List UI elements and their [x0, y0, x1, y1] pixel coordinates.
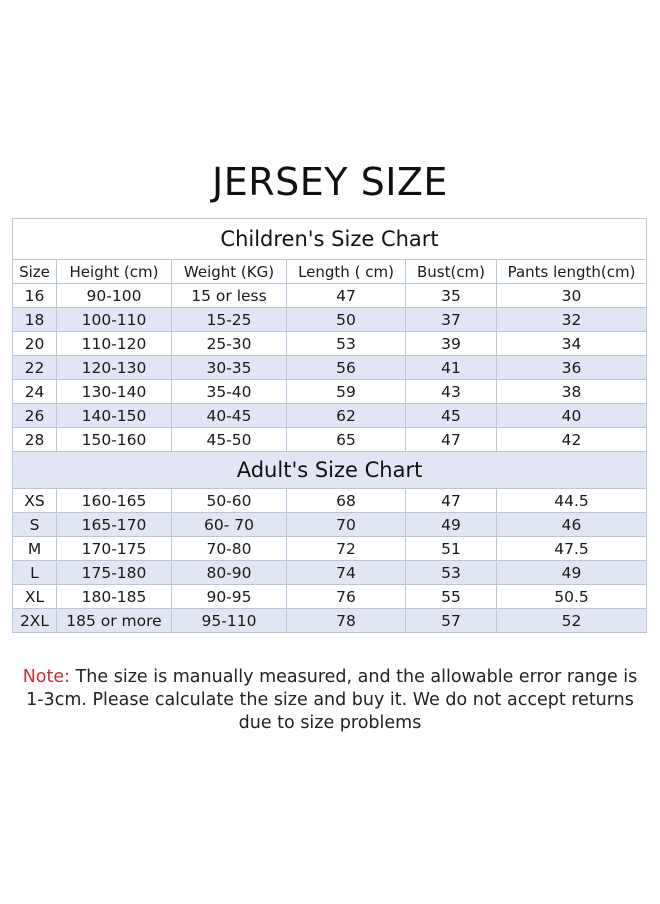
- children-table-row: [13, 428, 647, 452]
- cell-bust: 47: [406, 428, 497, 452]
- cell-size: 20: [13, 332, 57, 356]
- cell-length: 56: [287, 356, 406, 380]
- header-row: [13, 260, 647, 284]
- cell-weight: 45-50: [172, 428, 287, 452]
- cell-weight: 15-25: [172, 308, 287, 332]
- cell-bust: 47: [406, 489, 497, 513]
- cell-pants-length: 44.5: [497, 489, 647, 513]
- cell-pants-length: 38: [497, 380, 647, 404]
- size-table: [12, 218, 647, 633]
- page-title: JERSEY SIZE: [212, 160, 448, 204]
- children-table-row: [13, 356, 647, 380]
- column-header-size: Size: [13, 260, 57, 284]
- cell-length: 74: [287, 561, 406, 585]
- cell-pants-length: 52: [497, 609, 647, 633]
- cell-weight: 35-40: [172, 380, 287, 404]
- cell-bust: 37: [406, 308, 497, 332]
- cell-pants-length: 34: [497, 332, 647, 356]
- cell-bust: 55: [406, 585, 497, 609]
- cell-size: 22: [13, 356, 57, 380]
- adult-section-title: Adult's Size Chart: [13, 452, 647, 489]
- cell-bust: 53: [406, 561, 497, 585]
- cell-weight: 25-30: [172, 332, 287, 356]
- adult-table-row: [13, 585, 647, 609]
- cell-pants-length: 40: [497, 404, 647, 428]
- cell-height: 180-185: [57, 585, 172, 609]
- cell-height: 150-160: [57, 428, 172, 452]
- cell-bust: 57: [406, 609, 497, 633]
- adult-table-row: [13, 561, 647, 585]
- cell-size: 16: [13, 284, 57, 308]
- cell-bust: 49: [406, 513, 497, 537]
- cell-bust: 41: [406, 356, 497, 380]
- cell-pants-length: 30: [497, 284, 647, 308]
- cell-bust: 45: [406, 404, 497, 428]
- cell-length: 50: [287, 308, 406, 332]
- cell-bust: 43: [406, 380, 497, 404]
- adult-table-row: [13, 489, 647, 513]
- column-header-height: Height (cm): [57, 260, 172, 284]
- cell-height: 160-165: [57, 489, 172, 513]
- cell-length: 53: [287, 332, 406, 356]
- cell-pants-length: 50.5: [497, 585, 647, 609]
- cell-height: 110-120: [57, 332, 172, 356]
- cell-weight: 60- 70: [172, 513, 287, 537]
- cell-weight: 50-60: [172, 489, 287, 513]
- cell-size: 2XL: [13, 609, 57, 633]
- cell-weight: 95-110: [172, 609, 287, 633]
- cell-size: L: [13, 561, 57, 585]
- cell-pants-length: 49: [497, 561, 647, 585]
- children-table-row: [13, 380, 647, 404]
- column-header-bust: Bust(cm): [406, 260, 497, 284]
- cell-size: XL: [13, 585, 57, 609]
- cell-pants-length: 36: [497, 356, 647, 380]
- cell-weight: 90-95: [172, 585, 287, 609]
- cell-size: XS: [13, 489, 57, 513]
- cell-length: 59: [287, 380, 406, 404]
- cell-height: 165-170: [57, 513, 172, 537]
- cell-size: S: [13, 513, 57, 537]
- cell-height: 100-110: [57, 308, 172, 332]
- cell-height: 90-100: [57, 284, 172, 308]
- size-chart: [12, 218, 646, 633]
- cell-pants-length: 47.5: [497, 537, 647, 561]
- cell-length: 47: [287, 284, 406, 308]
- column-header-weight: Weight (KG): [172, 260, 287, 284]
- cell-weight: 80-90: [172, 561, 287, 585]
- cell-length: 65: [287, 428, 406, 452]
- cell-length: 78: [287, 609, 406, 633]
- children-table-row: [13, 308, 647, 332]
- children-section-title: Children's Size Chart: [13, 219, 647, 260]
- children-title-row: [13, 219, 647, 260]
- note-text: The size is manually measured, and the allowable error range is 1-3cm. Please calculate the size and buy it. We do not accept returns due to size problems: [26, 667, 638, 733]
- cell-length: 68: [287, 489, 406, 513]
- children-table-row: [13, 404, 647, 428]
- cell-height: 185 or more: [57, 609, 172, 633]
- note-label: Note:: [22, 667, 71, 687]
- cell-pants-length: 42: [497, 428, 647, 452]
- cell-size: M: [13, 537, 57, 561]
- cell-length: 72: [287, 537, 406, 561]
- cell-pants-length: 32: [497, 308, 647, 332]
- cell-weight: 70-80: [172, 537, 287, 561]
- cell-weight: 15 or less: [172, 284, 287, 308]
- cell-weight: 40-45: [172, 404, 287, 428]
- adult-title-row: [13, 452, 647, 489]
- cell-height: 175-180: [57, 561, 172, 585]
- cell-weight: 30-35: [172, 356, 287, 380]
- cell-size: 26: [13, 404, 57, 428]
- cell-bust: 39: [406, 332, 497, 356]
- cell-height: 140-150: [57, 404, 172, 428]
- adult-table-row: [13, 609, 647, 633]
- cell-length: 62: [287, 404, 406, 428]
- cell-height: 130-140: [57, 380, 172, 404]
- adult-table-row: [13, 513, 647, 537]
- adult-table-row: [13, 537, 647, 561]
- children-table-row: [13, 332, 647, 356]
- cell-size: 18: [13, 308, 57, 332]
- children-table-row: [13, 284, 647, 308]
- cell-bust: 35: [406, 284, 497, 308]
- cell-length: 70: [287, 513, 406, 537]
- size-note: [20, 666, 640, 735]
- cell-height: 120-130: [57, 356, 172, 380]
- cell-height: 170-175: [57, 537, 172, 561]
- cell-size: 24: [13, 380, 57, 404]
- column-header-length: Length ( cm): [287, 260, 406, 284]
- column-header-pants-length: Pants length(cm): [497, 260, 647, 284]
- cell-pants-length: 46: [497, 513, 647, 537]
- cell-bust: 51: [406, 537, 497, 561]
- cell-size: 28: [13, 428, 57, 452]
- cell-length: 76: [287, 585, 406, 609]
